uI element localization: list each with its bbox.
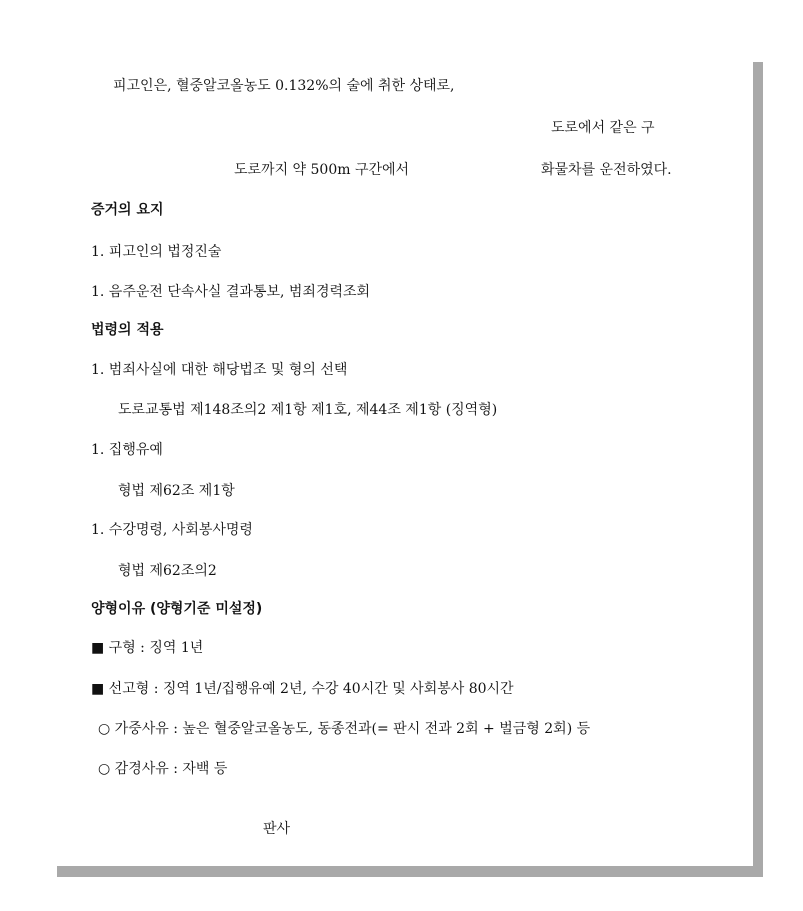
law-item-detail: 도로교통법 제148조의2 제1항 제1호, 제44조 제1항 (징역형)	[118, 402, 498, 418]
law-item-label: 1. 집행유예	[91, 442, 163, 458]
intro-line-2: 도로에서 같은 구	[551, 120, 655, 136]
page-shadow-right	[753, 62, 763, 877]
intro-line-1: 피고인은, 혈중알코올농도 0.132%의 술에 취한 상태로,	[113, 78, 455, 94]
sentencing-heading: 양형이유 (양형기준 미설정)	[91, 601, 263, 617]
sentencing-item: ○ 감경사유 : 자백 등	[98, 761, 228, 777]
law-item-detail: 형법 제62조 제1항	[118, 483, 235, 499]
page-shadow-bottom	[57, 866, 763, 877]
evidence-item: 1. 피고인의 법정진술	[91, 244, 222, 260]
sentencing-item: ■ 구형 : 징역 1년	[91, 640, 204, 656]
law-item-label: 1. 수강명령, 사회봉사명령	[91, 522, 253, 538]
intro-line-3-left: 도로까지 약 500m 구간에서	[234, 162, 410, 178]
sentencing-item: ■ 선고형 : 징역 1년/집행유예 2년, 수강 40시간 및 사회봉사 80시간	[91, 681, 514, 697]
evidence-item: 1. 음주운전 단속사실 결과통보, 범죄경력조회	[91, 284, 371, 300]
evidence-heading: 증거의 요지	[91, 202, 164, 218]
law-heading: 법령의 적용	[91, 322, 164, 338]
sentencing-item: ○ 가중사유 : 높은 혈중알코올농도, 동종전과(= 판시 전과 2회 + 벌금형 2회) 등	[98, 721, 591, 737]
law-item-detail: 형법 제62조의2	[118, 563, 217, 579]
judge-label: 판사	[263, 821, 291, 837]
law-item-label: 1. 범죄사실에 대한 해당법조 및 형의 선택	[91, 362, 348, 378]
intro-line-3-right: 화물차를 운전하였다.	[541, 162, 672, 178]
